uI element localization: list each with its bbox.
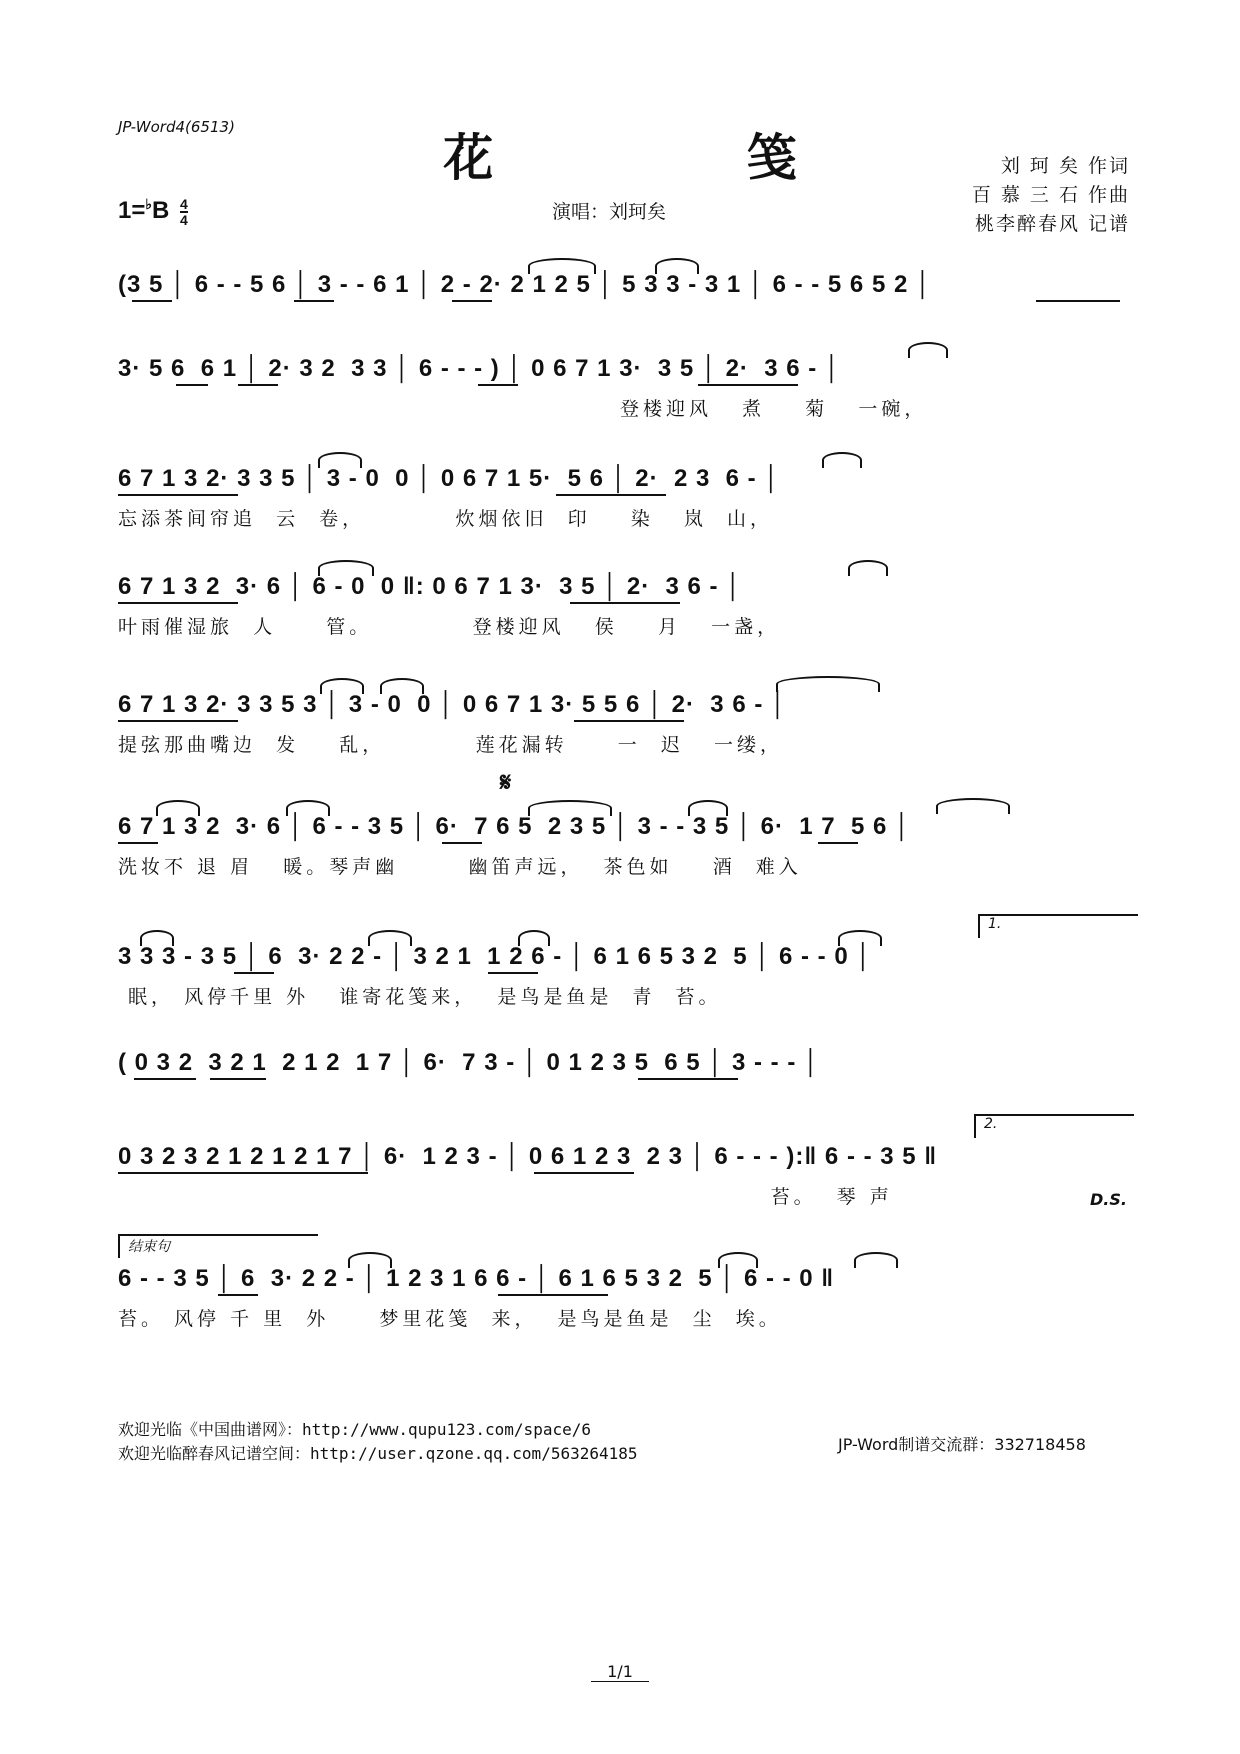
beam <box>556 494 666 496</box>
slur <box>848 560 888 576</box>
slur <box>854 1252 898 1268</box>
slur <box>528 258 596 274</box>
lyrics: 眠， 风停千里 外 谁寄花笺来， 是鸟是鱼是 青 苔。 <box>118 986 722 1008</box>
lyrics: 苔。 风停 千 里 外 梦里花笺 来， 是鸟是鱼是 尘 埃。 <box>118 1308 782 1330</box>
beam <box>234 972 274 974</box>
beam <box>638 1078 738 1080</box>
beam <box>210 1078 266 1080</box>
slur <box>936 798 1010 814</box>
page-number <box>0 1662 1240 1681</box>
ds-marking: D.S. <box>1090 1190 1127 1209</box>
notes: (3 5 │ 6 - - 5 6 │ 3 - - 6 1 │ 2 - 2· 2 1 2 5 │ 5 3 3 - 3 1 │ 6 - - 5 6 5 2 │ <box>118 271 932 298</box>
beam <box>534 1172 634 1174</box>
composer: 百 慕 三 石 作曲 <box>971 184 1130 206</box>
lyrics: 叶雨催湿旅 人 管。 登楼迎风 侯 月 一盏， <box>118 616 781 638</box>
key-signature <box>118 196 188 227</box>
flat-sign: ♭ <box>145 196 152 212</box>
beam <box>118 720 238 722</box>
notes: 3 3 3 - 3 5 │ 6 3· 2 2 - │ 3 2 1 1 2 6 - │ 6 1 6 5 3 2 5 │ 6 - - 0 │ <box>118 943 873 970</box>
coda-bracket <box>118 1234 318 1258</box>
beam <box>132 300 172 302</box>
key-letter: B <box>151 197 170 224</box>
slur <box>318 560 374 576</box>
beam <box>570 602 680 604</box>
volta-bracket-1 <box>978 914 1138 938</box>
coda-label: 结束句 <box>128 1239 170 1255</box>
beam <box>452 300 492 302</box>
slur <box>156 800 200 816</box>
segno-sign: 𝄋 <box>500 768 512 798</box>
beam <box>176 384 208 386</box>
notes: 6 - - 3 5 │ 6 3· 2 2 - │ 1 2 3 1 6 6 - │ 6 1 6 5 3 2 5 │ 6 - - 0 ‖ <box>118 1265 835 1292</box>
song-title: 花 笺 <box>443 128 915 187</box>
beam <box>498 1294 608 1296</box>
beam <box>134 1078 196 1080</box>
time-bottom: 4 <box>180 211 188 228</box>
key-prefix: 1= <box>118 197 146 224</box>
beam <box>118 602 238 604</box>
credits <box>950 152 1130 239</box>
beam <box>118 494 238 496</box>
beam <box>238 384 278 386</box>
notes: 0 3 2 3 2 1 2 1 2 1 7 │ 6· 1 2 3 - │ 0 6 1 2 3 2 3 │ 6 - - - ):‖ 6 - - 3 5 ‖ <box>118 1143 938 1170</box>
slur <box>348 1252 392 1268</box>
slur <box>688 800 728 816</box>
beam <box>1036 300 1120 302</box>
time-top: 4 <box>180 195 188 212</box>
beam <box>118 1172 368 1174</box>
slur <box>528 800 612 816</box>
slur <box>518 930 550 946</box>
notes: 6 7 1 3 2 3· 6 │ 6 - 0 0 ‖: 0 6 7 1 3· 3 5 │ 2· 3 6 - │ <box>118 573 743 600</box>
lyrics: 忘添茶间帘追 云 卷， 炊烟依旧 印 染 岚 山， <box>118 508 773 530</box>
time-signature <box>180 197 188 227</box>
slur <box>320 678 364 694</box>
lyrics: 苔。 琴 声 <box>118 1186 893 1208</box>
notes: ( 0 3 2 3 2 1 2 1 2 1 7 │ 6· 7 3 - │ 0 1 2 3 5 6 5 │ 3 - - - │ <box>118 1049 820 1076</box>
slur <box>140 930 174 946</box>
slur <box>380 678 424 694</box>
slur <box>908 342 948 358</box>
slur <box>318 452 362 468</box>
notes: 6 7 1 3 2· 3 3 5 │ 3 - 0 0 │ 0 6 7 1 5· 5 6 │ 2· 2 3 6 - │ <box>118 465 781 492</box>
beam <box>818 842 858 844</box>
beam <box>698 384 798 386</box>
beam <box>442 842 482 844</box>
beam <box>118 842 158 844</box>
footer-line-2: 欢迎光临醉春风记谱空间：http://user.qzone.qq.com/563264185 <box>118 1444 638 1463</box>
software-label: JP-Word4(6513) <box>118 118 235 136</box>
footer-links <box>118 1418 638 1466</box>
beam <box>294 300 334 302</box>
beam <box>218 1294 258 1296</box>
slur <box>368 930 412 946</box>
lyrics: 洗妆不 退 眉 暖。琴声幽 幽笛声远， 茶色如 酒 难入 <box>118 856 802 878</box>
slur <box>286 800 330 816</box>
notes: 6 7 1 3 2· 3 3 5 3 │ 3 - 0 0 │ 0 6 7 1 3· 5 5 6 │ 2· 3 6 - │ <box>118 691 787 718</box>
volta-bracket-2 <box>974 1114 1134 1138</box>
lyricist: 刘 珂 矣 作词 <box>1000 155 1130 177</box>
slur <box>718 1252 758 1268</box>
singer-line: 演唱：刘珂矣 <box>552 201 667 223</box>
lyrics: 登楼迎风 煮 菊 一碗， <box>118 398 928 420</box>
slur <box>822 452 862 468</box>
lyrics: 提弦那曲嘴边 发 乱， 莲花漏转 一 迟 一缕， <box>118 734 783 756</box>
volta-2-label: 2. <box>984 1116 998 1132</box>
beam <box>574 720 684 722</box>
beam <box>478 384 518 386</box>
page-number-text: 1/1 <box>591 1662 649 1682</box>
transcriber: 桃李醉春风 记谱 <box>974 213 1130 235</box>
notes: 6 7 1 3 2 3· 6 │ 6 - - 3 5 │ 6· 7 6 5 2 3 5 │ 3 - - 3 5 │ 6· 1 7 5 6 │ <box>118 813 912 840</box>
slur <box>655 258 699 274</box>
volta-1-label: 1. <box>988 916 1002 932</box>
footer-line-1: 欢迎光临《中国曲谱网》：http://www.qupu123.com/space/6 <box>118 1420 591 1439</box>
slur <box>776 676 880 692</box>
beam <box>488 972 538 974</box>
notes: 3· 5 6 6 1 │ 2· 3 2 3 3 │ 6 - - - ) │ 0 6 7 1 3· 3 5 │ 2· 3 6 - │ <box>118 355 841 382</box>
slur <box>838 930 882 946</box>
group-info: JP-Word制谱交流群：332718458 <box>838 1435 1086 1454</box>
